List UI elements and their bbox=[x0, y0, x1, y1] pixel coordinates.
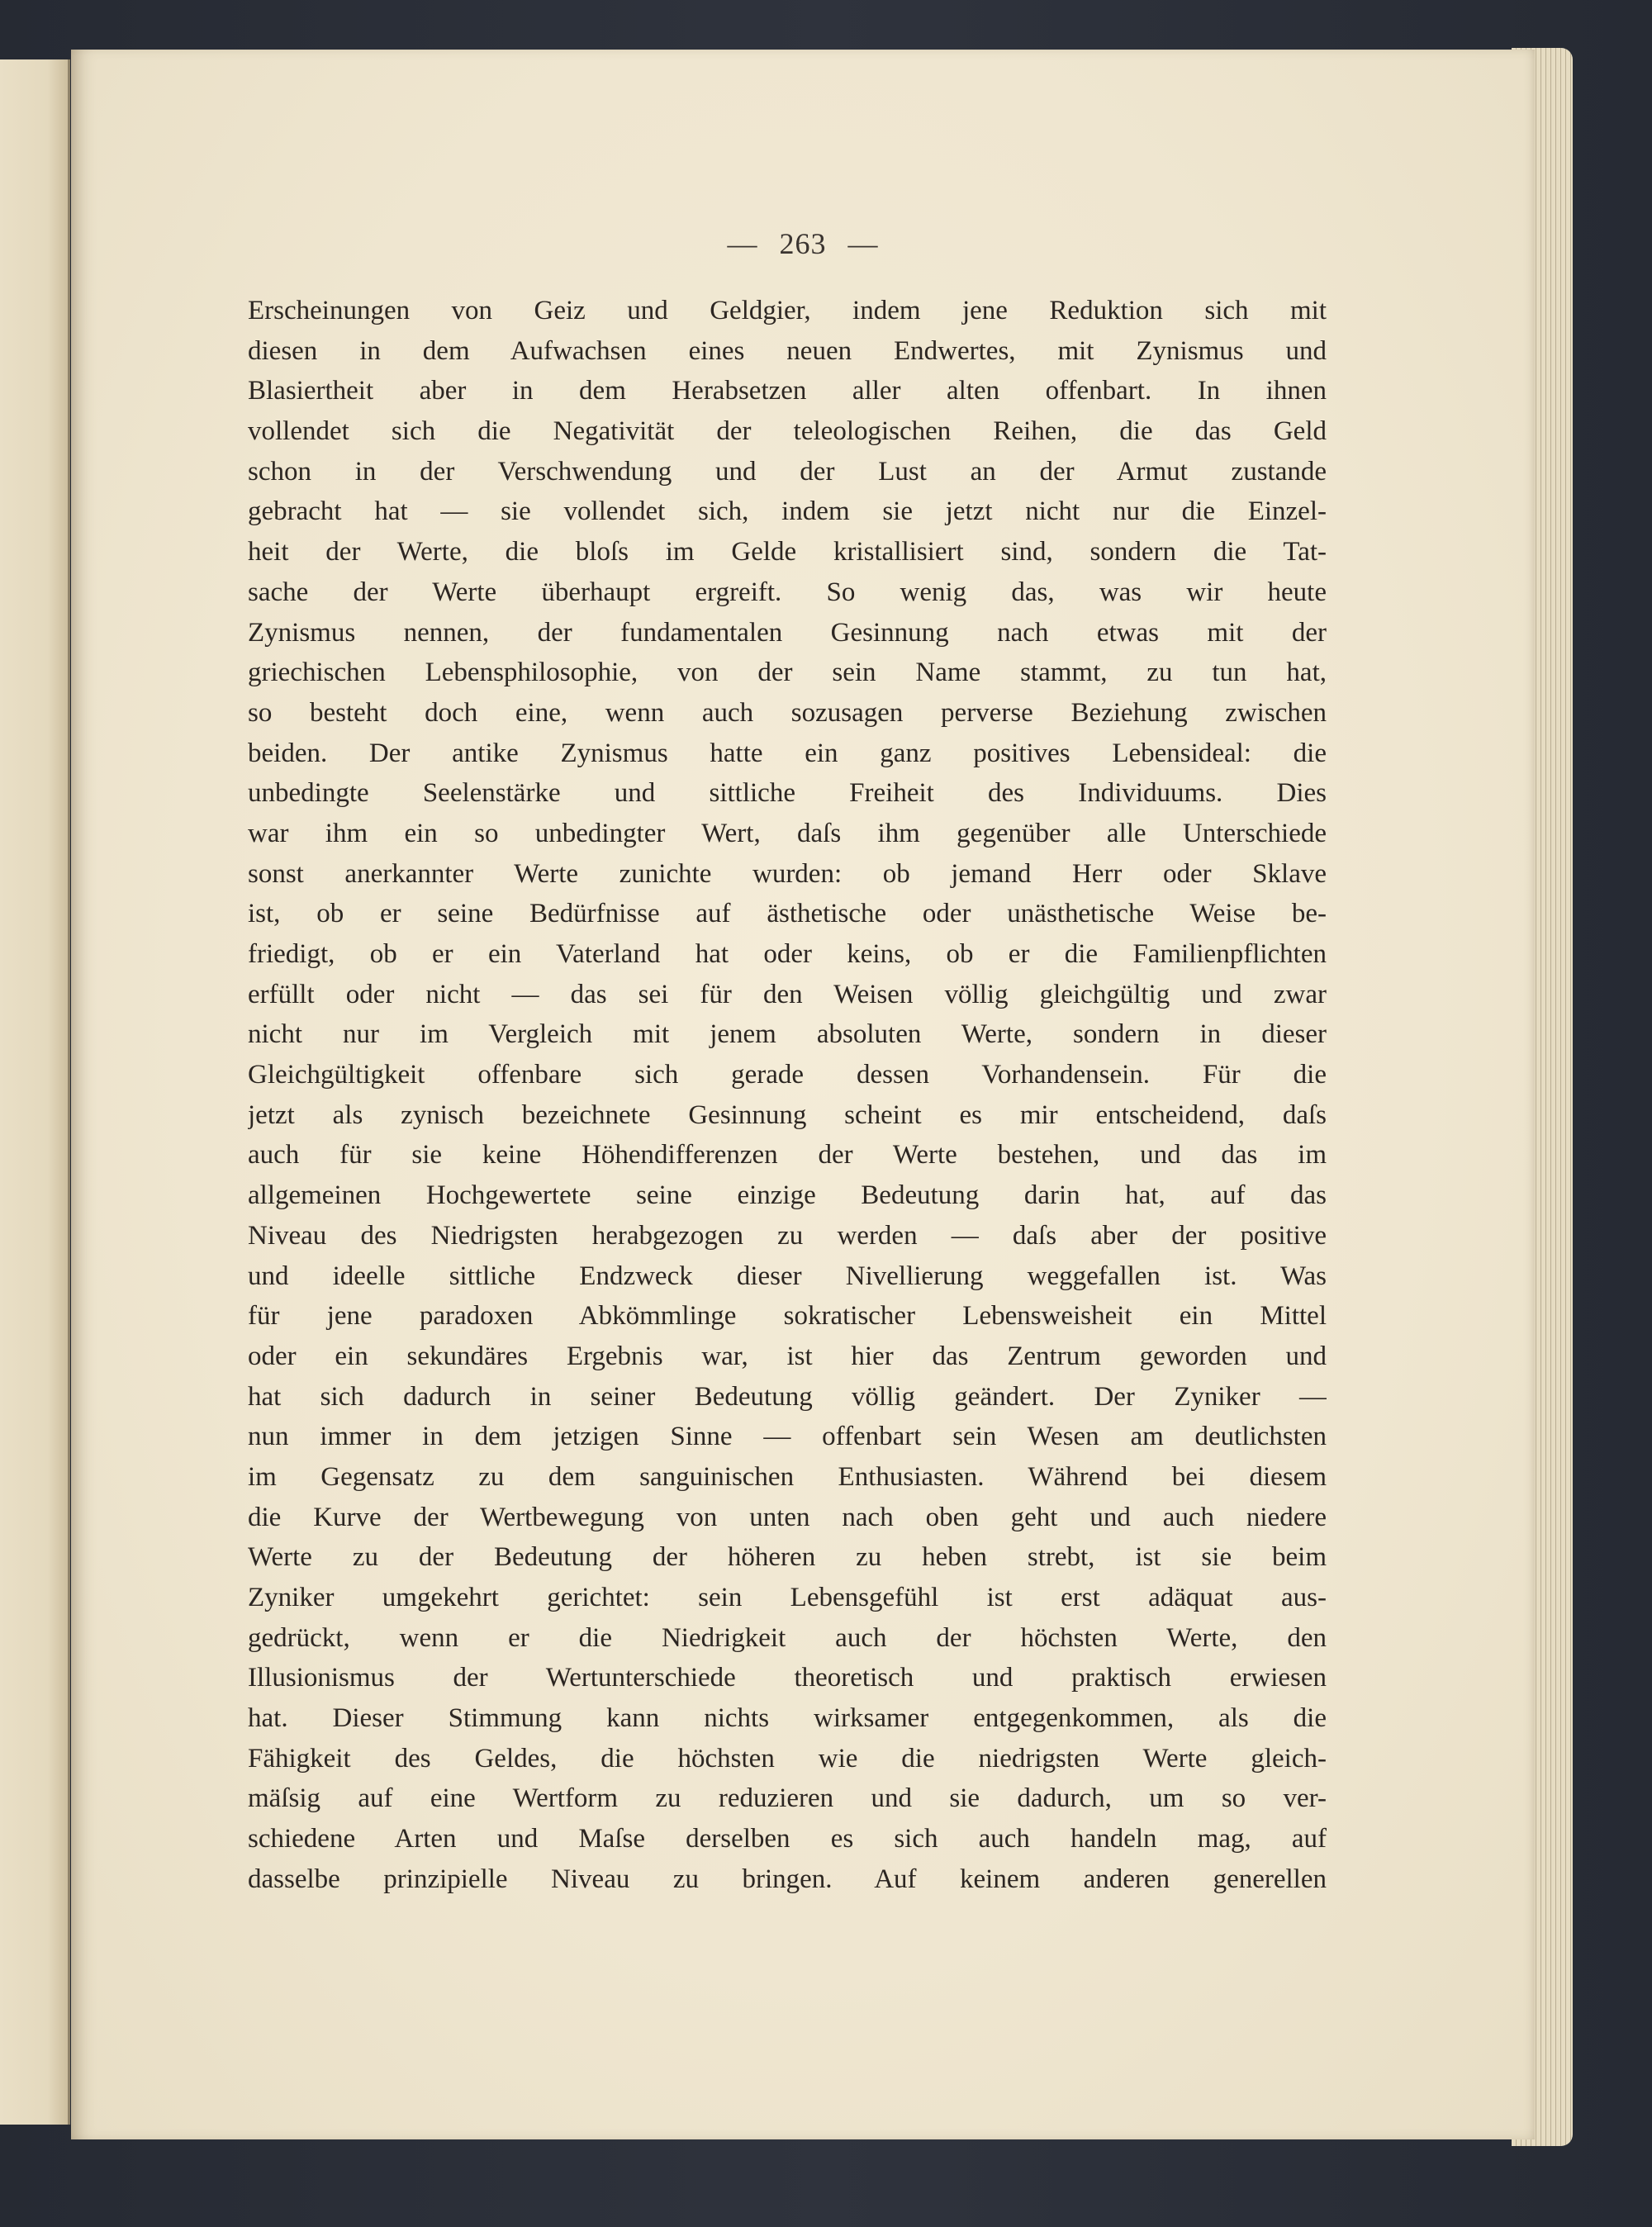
text-line-content: jetzt als zynisch bezeichnete Gesinnung scheint es mir entscheidend, daſs bbox=[248, 1099, 1327, 1130]
text-line bbox=[248, 572, 1327, 613]
page-number: 263 bbox=[779, 227, 827, 260]
text-line-content: und ideelle sittliche Endzweck dieser Nivellierung weggefallen ist. Was bbox=[248, 1261, 1327, 1291]
text-line-content: für jene paradoxen Abkömmlinge sokratischer Lebensweisheit ein Mittel bbox=[248, 1301, 1327, 1332]
text-line-content: auch für sie keine Höhendifferenzen der Werte bestehen, und das im bbox=[248, 1140, 1327, 1170]
text-line bbox=[248, 1698, 1327, 1739]
text-line-content: Gleichgültigkeit offenbare sich gerade dessen Vorhandensein. Für die bbox=[248, 1060, 1327, 1090]
text-line bbox=[248, 1135, 1327, 1175]
text-line bbox=[248, 1618, 1327, 1659]
text-line bbox=[248, 1216, 1327, 1256]
text-line bbox=[248, 532, 1327, 572]
body-text bbox=[248, 291, 1327, 1900]
page-number-header bbox=[71, 226, 1535, 261]
text-line-content: schon in der Verschwendung und der Lust an der Armut zustande bbox=[248, 456, 1327, 487]
text-line-content: nicht nur im Vergleich mit jenem absoluten Werte, sondern in dieser bbox=[248, 1019, 1327, 1050]
text-line-content: Niveau des Niedrigsten herabgezogen zu werden — daſs aber der positive bbox=[248, 1220, 1327, 1251]
text-line bbox=[248, 1014, 1327, 1055]
text-line bbox=[248, 1658, 1327, 1698]
text-line bbox=[248, 1819, 1327, 1859]
text-line bbox=[248, 1377, 1327, 1417]
text-line bbox=[248, 1457, 1327, 1498]
facing-page-edge bbox=[0, 59, 70, 2125]
text-line-content: hat. Dieser Stimmung kann nichts wirksamer entgegenkommen, als die bbox=[248, 1703, 1327, 1734]
text-line bbox=[248, 1417, 1327, 1457]
text-line bbox=[248, 934, 1327, 975]
text-line-content: Illusionismus der Wertunterschiede theoretisch und praktisch erwiesen bbox=[248, 1663, 1327, 1693]
text-line bbox=[248, 1296, 1327, 1337]
text-line bbox=[248, 894, 1327, 934]
text-line-content: Fähigkeit des Geldes, die höchsten wie die niedrigsten Werte gleich- bbox=[248, 1743, 1327, 1774]
text-line-content: war ihm ein so unbedingter Wert, daſs ihm gegenüber alle Unterschiede bbox=[248, 818, 1327, 848]
text-line bbox=[248, 331, 1327, 372]
text-line-content: hat sich dadurch in seiner Bedeutung völlig geändert. Der Zyniker — bbox=[248, 1381, 1327, 1412]
text-line-content: sache der Werte überhaupt ergreift. So wenig das, was wir heute bbox=[248, 577, 1327, 607]
text-line-content: so besteht doch eine, wenn auch sozusagen perverse Beziehung zwischen bbox=[248, 697, 1327, 728]
text-line bbox=[248, 734, 1327, 774]
text-line-content: Zynismus nennen, der fundamentalen Gesinnung nach etwas mit der bbox=[248, 617, 1327, 648]
text-line-content: Zyniker umgekehrt gerichtet: sein Lebensgefühl ist erst adäquat aus- bbox=[248, 1583, 1327, 1612]
text-line bbox=[248, 1778, 1327, 1819]
text-line bbox=[248, 1095, 1327, 1136]
text-line-content: die Kurve der Wertbewegung von unten nach oben geht und auch niedere bbox=[248, 1502, 1327, 1532]
text-line-content: erfüllt oder nicht — das sei für den Weisen völlig gleichgültig und zwar bbox=[248, 979, 1327, 1009]
text-line-content: heit der Werte, die bloſs im Gelde kristallisiert sind, sondern die Tat- bbox=[248, 537, 1327, 567]
page-number-dash-right: — bbox=[847, 227, 879, 260]
book-page bbox=[71, 50, 1535, 2139]
text-line bbox=[248, 613, 1327, 653]
text-line-content: allgemeinen Hochgewertete seine einzige Bedeutung darin hat, auf das bbox=[248, 1180, 1327, 1211]
text-line bbox=[248, 1859, 1327, 1900]
text-line-content: mäſsig auf eine Wertform zu reduzieren und sie dadurch, um so ver- bbox=[248, 1783, 1327, 1814]
text-line bbox=[248, 814, 1327, 854]
text-line bbox=[248, 491, 1327, 532]
text-line-content: Blasiertheit aber in dem Herabsetzen aller alten offenbart. In ihnen bbox=[248, 376, 1327, 406]
text-line-content: gebracht hat — sie vollendet sich, indem sie jetzt nicht nur die Einzel- bbox=[248, 496, 1327, 527]
text-line-content: unbedingte Seelenstärke und sittliche Freiheit des Individuums. Dies bbox=[248, 778, 1327, 809]
text-line-content: friedigt, ob er ein Vaterland hat oder keins, ob er die Familienpflichten bbox=[248, 939, 1327, 969]
text-line-content: dasselbe prinzipielle Niveau zu bringen. Auf keinem anderen generellen bbox=[248, 1864, 1327, 1894]
text-line bbox=[248, 1175, 1327, 1216]
page-number-dash-left: — bbox=[727, 227, 758, 260]
text-line bbox=[248, 653, 1327, 693]
text-line-content: beiden. Der antike Zynismus hatte ein ganz positives Lebensideal: die bbox=[248, 738, 1327, 768]
text-line bbox=[248, 1337, 1327, 1377]
text-line-content: oder ein sekundäres Ergebnis war, ist hier das Zentrum geworden und bbox=[248, 1341, 1327, 1371]
text-line bbox=[248, 773, 1327, 814]
text-line-content: ist, ob er seine Bedürfnisse auf ästhetische oder unästhetische Weise be- bbox=[248, 899, 1327, 929]
text-line-content: nun immer in dem jetzigen Sinne — offenbart sein Wesen am deutlichsten bbox=[248, 1422, 1327, 1452]
text-line-content: diesen in dem Aufwachsen eines neuen Endwertes, mit Zynismus und bbox=[248, 335, 1327, 366]
text-line-content: gedrückt, wenn er die Niedrigkeit auch der höchsten Werte, den bbox=[248, 1622, 1327, 1653]
text-line bbox=[248, 975, 1327, 1015]
text-line bbox=[248, 371, 1327, 411]
text-line bbox=[248, 1256, 1327, 1297]
text-line bbox=[248, 693, 1327, 734]
text-line bbox=[248, 411, 1327, 452]
text-line-content: schiedene Arten und Maſse derselben es sich auch handeln mag, auf bbox=[248, 1824, 1327, 1854]
text-line bbox=[248, 1537, 1327, 1578]
text-line-content: Werte zu der Bedeutung der höheren zu heben strebt, ist sie beim bbox=[248, 1542, 1327, 1573]
text-line-content: sonst anerkannter Werte zunichte wurden: ob jemand Herr oder Sklave bbox=[248, 858, 1327, 889]
text-line bbox=[248, 854, 1327, 895]
text-line bbox=[248, 1578, 1327, 1618]
text-line-content: vollendet sich die Negativität der teleologischen Reihen, die das Geld bbox=[248, 416, 1327, 447]
text-line bbox=[248, 1055, 1327, 1095]
text-line-content: Erscheinungen von Geiz und Geldgier, indem jene Reduktion sich mit bbox=[248, 296, 1327, 325]
text-line bbox=[248, 1498, 1327, 1538]
text-line bbox=[248, 1739, 1327, 1779]
text-line-content: griechischen Lebensphilosophie, von der sein Name stammt, zu tun hat, bbox=[248, 658, 1327, 688]
text-line bbox=[248, 291, 1327, 331]
text-line-content: im Gegensatz zu dem sanguinischen Enthusiasten. Während bei diesem bbox=[248, 1461, 1327, 1492]
text-line bbox=[248, 452, 1327, 492]
